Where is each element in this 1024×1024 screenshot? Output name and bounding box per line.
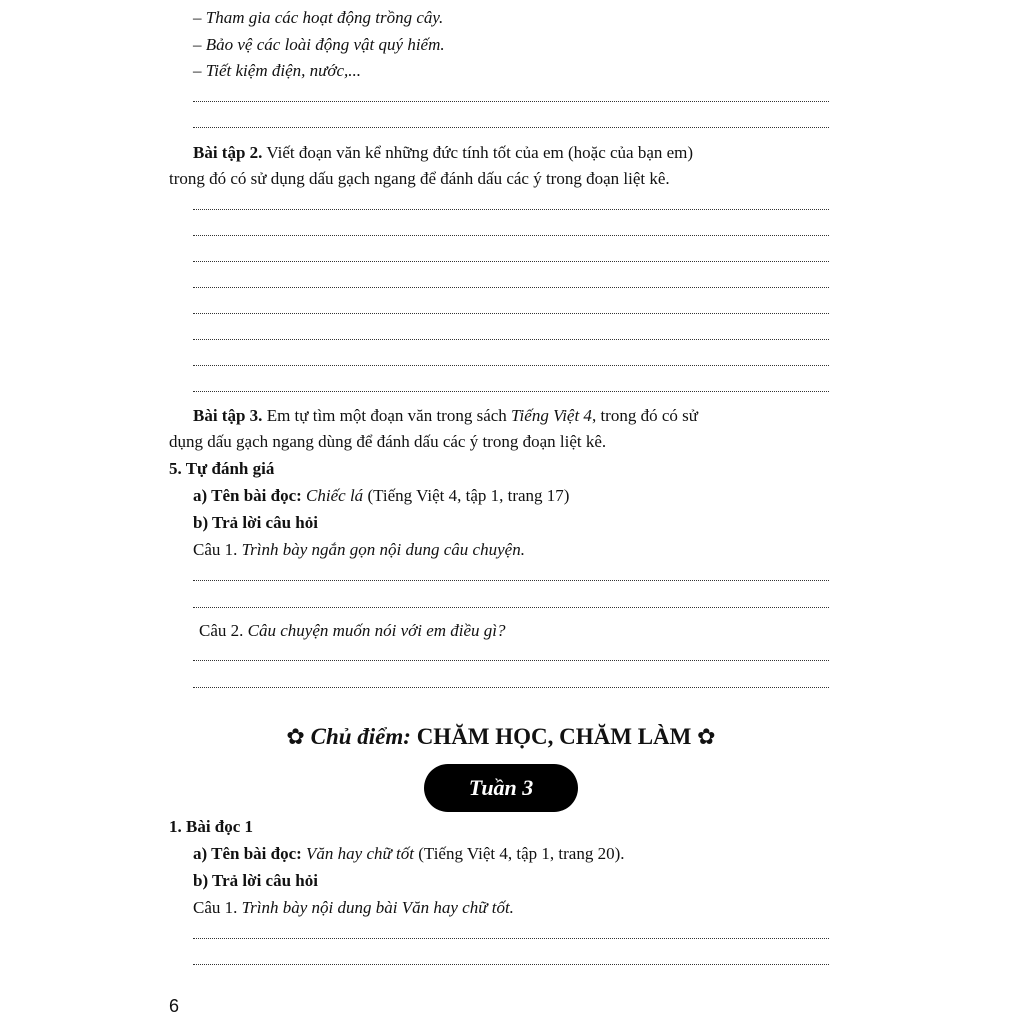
question-label: Câu 1. [193,540,242,559]
bullet-save-energy: – Tiết kiệm điện, nước,... [193,61,362,80]
week-badge [424,764,578,812]
answer-line [193,938,829,939]
section-1-question-1 [193,898,514,918]
section-5-heading: 5. Tự đánh giá [169,459,275,478]
answer-line [193,580,829,581]
section-1-heading: 1. Bài đọc 1 [169,817,254,836]
theme-prefix: Chủ điểm: [310,724,411,749]
section-5-reading-title [193,486,569,506]
answer-line [193,235,829,236]
reading-title: Chiếc lá [306,486,364,505]
exercise-3-label: Bài tập 3. [193,406,263,425]
section-1-answer-heading: b) Trả lời câu hỏi [193,871,318,890]
question-label: Câu 1. [193,898,242,917]
exercise-2-text: Viết đoạn văn kể những đức tính tốt của em (hoặc của bạn em) [262,143,694,162]
exercise-3-line2: dụng dấu gạch ngang dùng để đánh dấu các ý trong đoạn liệt kê. [169,432,607,451]
theme-title: CHĂM HỌC, CHĂM LÀM [410,724,698,749]
section-1-reading-title [193,844,625,864]
reading-title: Văn hay chữ tốt [306,844,414,863]
reading-reference: (Tiếng Việt 4, tập 1, trang 17) [363,486,570,505]
question-text: Trình bày nội dung bài Văn hay chữ tốt. [241,898,514,917]
answer-line [193,127,829,128]
answer-line [193,365,829,366]
section-5-question-2 [199,621,506,641]
answer-line [193,261,829,262]
answer-line [193,339,829,340]
bullet-protect-animals: – Bảo vệ các loài động vật quý hiếm. [193,35,445,54]
exercise-2-line2: trong đó có sử dụng dấu gạch ngang để đánh dấu các ý trong đoạn liệt kê. [169,169,670,188]
answer-line [193,660,829,661]
section-5-answer-heading: b) Trả lời câu hỏi [193,513,318,532]
answer-line [193,287,829,288]
bullet-plant-trees: – Tham gia các hoạt động trồng cây. [193,8,444,27]
answer-line [193,313,829,314]
answer-line [193,209,829,210]
page-number: 6 [169,996,180,1016]
reading-reference: (Tiếng Việt 4, tập 1, trang 20). [414,844,625,863]
answer-line [193,964,829,965]
answer-line [193,391,829,392]
question-text: Trình bày ngắn gọn nội dung câu chuyện. [241,540,525,559]
exercise-2-label: Bài tập 2. [193,143,263,162]
exercise-2-line1 [193,143,693,163]
flower-icon: ✿ [697,725,716,750]
week-label: Tuần 3 [468,775,534,800]
answer-line [193,101,829,102]
exercise-3-text-post: , trong đó có sử [591,406,698,425]
section-5-question-1 [193,540,525,560]
exercise-3-line1 [193,406,698,426]
answer-line [193,607,829,608]
reading-title-label: a) Tên bài đọc: [193,844,307,863]
exercise-3-book: Tiếng Việt 4 [511,406,592,425]
answer-line [193,687,829,688]
question-label: Câu 2. [199,621,248,640]
question-text: Câu chuyện muốn nói với em điều gì? [247,621,506,640]
flower-icon: ✿ [286,725,305,750]
exercise-3-text-pre: Em tự tìm một đoạn văn trong sách [262,406,512,425]
reading-title-label: a) Tên bài đọc: [193,486,307,505]
theme-heading [0,724,1002,750]
